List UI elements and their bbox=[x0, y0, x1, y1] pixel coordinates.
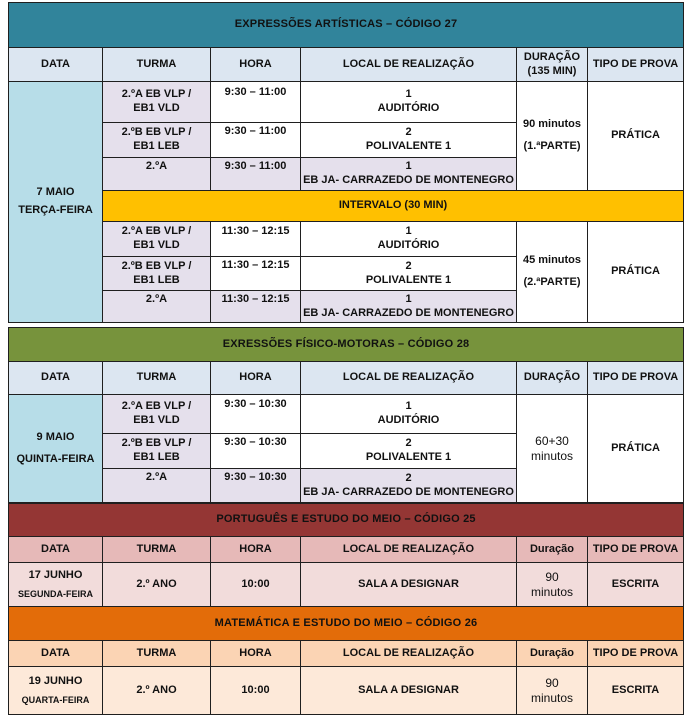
artisticas-table bbox=[8, 2, 684, 323]
turma-cell: 2.º ANO bbox=[103, 563, 211, 607]
hora-cell: 9:30 – 11:00 bbox=[211, 82, 301, 123]
hora-cell: 9:30 – 11:00 bbox=[211, 123, 301, 158]
header-hora: HORA bbox=[211, 641, 301, 667]
duracao-unit: minutos bbox=[530, 584, 574, 599]
local-number: 1 bbox=[405, 292, 412, 305]
header-duracao: Duração bbox=[517, 641, 588, 667]
local-name: AUDITÓRIO bbox=[377, 239, 440, 251]
duracao-value: 90 minutos bbox=[522, 118, 582, 131]
local-cell bbox=[301, 123, 517, 158]
hora-cell: 11:30 – 12:15 bbox=[211, 257, 301, 291]
hora-cell: 9:30 – 11:00 bbox=[211, 158, 301, 191]
header-local: LOCAL DE REALIZAÇÃO bbox=[301, 362, 517, 395]
date-cell bbox=[9, 395, 103, 503]
date-cell bbox=[9, 563, 103, 607]
local-name: POLIVALENTE 1 bbox=[365, 273, 452, 286]
local-number: 2 bbox=[405, 259, 412, 272]
turma-line2: EB1 LEB bbox=[133, 140, 180, 152]
tipo-cell: PRÁTICA bbox=[588, 395, 684, 503]
local-name: POLIVALENTE 1 bbox=[365, 140, 452, 152]
local-cell bbox=[301, 395, 517, 434]
tipo-cell: ESCRITA bbox=[588, 563, 684, 607]
local-number: 1 bbox=[405, 400, 412, 413]
turma-line1: 2.ºB EB VLP / bbox=[121, 259, 192, 272]
header-tipo: TIPO DE PROVA bbox=[588, 362, 684, 395]
date-day: 7 MAIO bbox=[36, 186, 75, 199]
header-hora: HORA bbox=[211, 537, 301, 563]
local-number: 1 bbox=[405, 88, 412, 101]
header-hora: HORA bbox=[211, 48, 301, 82]
header-data: DATA bbox=[9, 48, 103, 82]
turma-cell: 2.º ANO bbox=[103, 667, 211, 715]
hora-cell: 9:30 – 10:30 bbox=[211, 395, 301, 434]
date-weekday: SEGUNDA-FEIRA bbox=[17, 588, 93, 599]
turma-cell bbox=[103, 123, 211, 158]
duracao-cell bbox=[517, 82, 588, 191]
header-turma: TURMA bbox=[103, 537, 211, 563]
turma-line2: EB1 VLD bbox=[133, 102, 180, 114]
table-row bbox=[9, 395, 684, 434]
header-data: DATA bbox=[9, 641, 103, 667]
turma-cell bbox=[103, 434, 211, 469]
turma-cell: 2.ºA bbox=[103, 469, 211, 503]
hora-cell: 10:00 bbox=[211, 667, 301, 715]
local-cell bbox=[301, 291, 517, 323]
local-name: EB JA- CARRAZEDO DE MONTENEGRO bbox=[303, 485, 514, 498]
duracao-unit: minutos bbox=[530, 690, 574, 705]
turma-cell bbox=[103, 257, 211, 291]
header-local: LOCAL DE REALIZAÇÃO bbox=[301, 641, 517, 667]
table-row bbox=[9, 563, 684, 607]
header-duracao: DURAÇÃO bbox=[517, 362, 588, 395]
interval-label: INTERVALO (30 MIN) bbox=[103, 191, 684, 222]
local-name: EB JA- CARRAZEDO DE MONTENEGRO bbox=[303, 174, 514, 186]
local-name: EB JA- CARRAZEDO DE MONTENEGRO bbox=[303, 306, 514, 319]
turma-cell: 2.ºA bbox=[103, 291, 211, 323]
date-day: 19 JUNHO bbox=[28, 675, 83, 687]
local-cell bbox=[301, 257, 517, 291]
date-cell bbox=[9, 667, 103, 715]
local-number: 2 bbox=[405, 437, 412, 450]
local-name: AUDITÓRIO bbox=[377, 414, 440, 426]
hora-cell: 11:30 – 12:15 bbox=[211, 291, 301, 323]
turma-line1: 2.ºA EB VLP / bbox=[121, 225, 192, 238]
header-data: DATA bbox=[9, 537, 103, 563]
artisticas-section-title: EXPRESSÕES ARTÍSTICAS – CÓDIGO 27 bbox=[9, 3, 684, 48]
turma-line2: EB1 VLD bbox=[133, 239, 180, 251]
date-day: 9 MAIO bbox=[36, 430, 75, 443]
local-cell: SALA A DESIGNAR bbox=[301, 563, 517, 607]
local-cell bbox=[301, 158, 517, 191]
tipo-cell: PRÁTICA bbox=[588, 82, 684, 191]
hora-cell: 9:30 – 10:30 bbox=[211, 434, 301, 469]
duracao-value: 45 minutos bbox=[522, 254, 582, 267]
fisico-header-row bbox=[9, 362, 684, 395]
local-cell bbox=[301, 82, 517, 123]
artisticas-header-row bbox=[9, 48, 684, 82]
duracao-value: 90 bbox=[545, 675, 559, 690]
duracao-value: 90 bbox=[545, 569, 559, 584]
turma-line1: 2.ºA EB VLP / bbox=[121, 88, 192, 101]
header-duracao: Duração bbox=[517, 537, 588, 563]
fisico-table bbox=[8, 327, 684, 503]
header-duracao bbox=[517, 48, 588, 82]
portugues-section-title: PORTUGUÊS E ESTUDO DO MEIO – CÓDIGO 25 bbox=[9, 504, 684, 537]
header-turma: TURMA bbox=[103, 48, 211, 82]
local-number: 2 bbox=[405, 126, 412, 139]
duracao-cell bbox=[517, 667, 588, 715]
local-cell: SALA A DESIGNAR bbox=[301, 667, 517, 715]
turma-line1: 2.ºB EB VLP / bbox=[121, 437, 192, 450]
turma-line1: 2.ºB EB VLP / bbox=[121, 126, 192, 139]
header-local: LOCAL DE REALIZAÇÃO bbox=[301, 537, 517, 563]
date-weekday: QUARTA-FEIRA bbox=[21, 694, 90, 705]
duracao-cell bbox=[517, 563, 588, 607]
header-hora: HORA bbox=[211, 362, 301, 395]
local-number: 2 bbox=[405, 471, 412, 484]
hora-cell: 10:00 bbox=[211, 563, 301, 607]
local-cell bbox=[301, 434, 517, 469]
tipo-cell: PRÁTICA bbox=[588, 222, 684, 323]
turma-line2: EB1 LEB bbox=[133, 273, 180, 286]
header-tipo: TIPO DE PROVA bbox=[588, 537, 684, 563]
duracao-cell bbox=[517, 395, 588, 503]
local-number: 1 bbox=[405, 225, 412, 238]
turma-line2: EB1 LEB bbox=[133, 451, 180, 463]
duracao-cell bbox=[517, 222, 588, 323]
duracao-part: (2.ªPARTE) bbox=[523, 276, 581, 288]
portugues-table bbox=[8, 503, 684, 607]
header-duracao-label: DURAÇÃO bbox=[523, 50, 581, 63]
local-name: AUDITÓRIO bbox=[377, 102, 440, 114]
turma-cell bbox=[103, 82, 211, 123]
header-tipo: TIPO DE PROVA bbox=[588, 641, 684, 667]
table-row bbox=[9, 222, 684, 257]
local-number: 1 bbox=[405, 160, 412, 173]
header-tipo: TIPO DE PROVA bbox=[588, 48, 684, 82]
header-turma: TURMA bbox=[103, 641, 211, 667]
matematica-section-title: MATEMÁTICA E ESTUDO DO MEIO – CÓDIGO 26 bbox=[9, 607, 684, 641]
local-name: POLIVALENTE 1 bbox=[365, 451, 452, 463]
hora-cell: 9:30 – 10:30 bbox=[211, 469, 301, 503]
matematica-header-row bbox=[9, 641, 684, 667]
tipo-cell: ESCRITA bbox=[588, 667, 684, 715]
hora-cell: 11:30 – 12:15 bbox=[211, 222, 301, 257]
turma-line2: EB1 VLD bbox=[133, 414, 180, 426]
date-cell bbox=[9, 82, 103, 323]
header-local: LOCAL DE REALIZAÇÃO bbox=[301, 48, 517, 82]
turma-line1: 2.ºA EB VLP / bbox=[121, 400, 192, 413]
turma-cell: 2.ºA bbox=[103, 158, 211, 191]
portugues-header-row bbox=[9, 537, 684, 563]
header-duracao-sub: (135 MIN) bbox=[527, 64, 577, 77]
table-row bbox=[9, 667, 684, 715]
local-cell bbox=[301, 222, 517, 257]
fisico-section-title: EXRESSÕES FÍSICO-MOTORAS – CÓDIGO 28 bbox=[9, 328, 684, 362]
table-row bbox=[9, 82, 684, 123]
date-weekday: QUINTA-FEIRA bbox=[16, 452, 95, 465]
header-data: DATA bbox=[9, 362, 103, 395]
header-turma: TURMA bbox=[103, 362, 211, 395]
local-cell bbox=[301, 469, 517, 503]
matematica-table bbox=[8, 606, 684, 715]
turma-cell bbox=[103, 395, 211, 434]
turma-cell bbox=[103, 222, 211, 257]
duracao-part: (1.ªPARTE) bbox=[523, 140, 581, 152]
date-weekday: TERÇA-FEIRA bbox=[18, 204, 93, 216]
date-day: 17 JUNHO bbox=[28, 569, 83, 581]
duracao-unit: minutos bbox=[530, 448, 574, 463]
interval-row bbox=[9, 191, 684, 222]
duracao-value: 60+30 bbox=[535, 433, 569, 448]
